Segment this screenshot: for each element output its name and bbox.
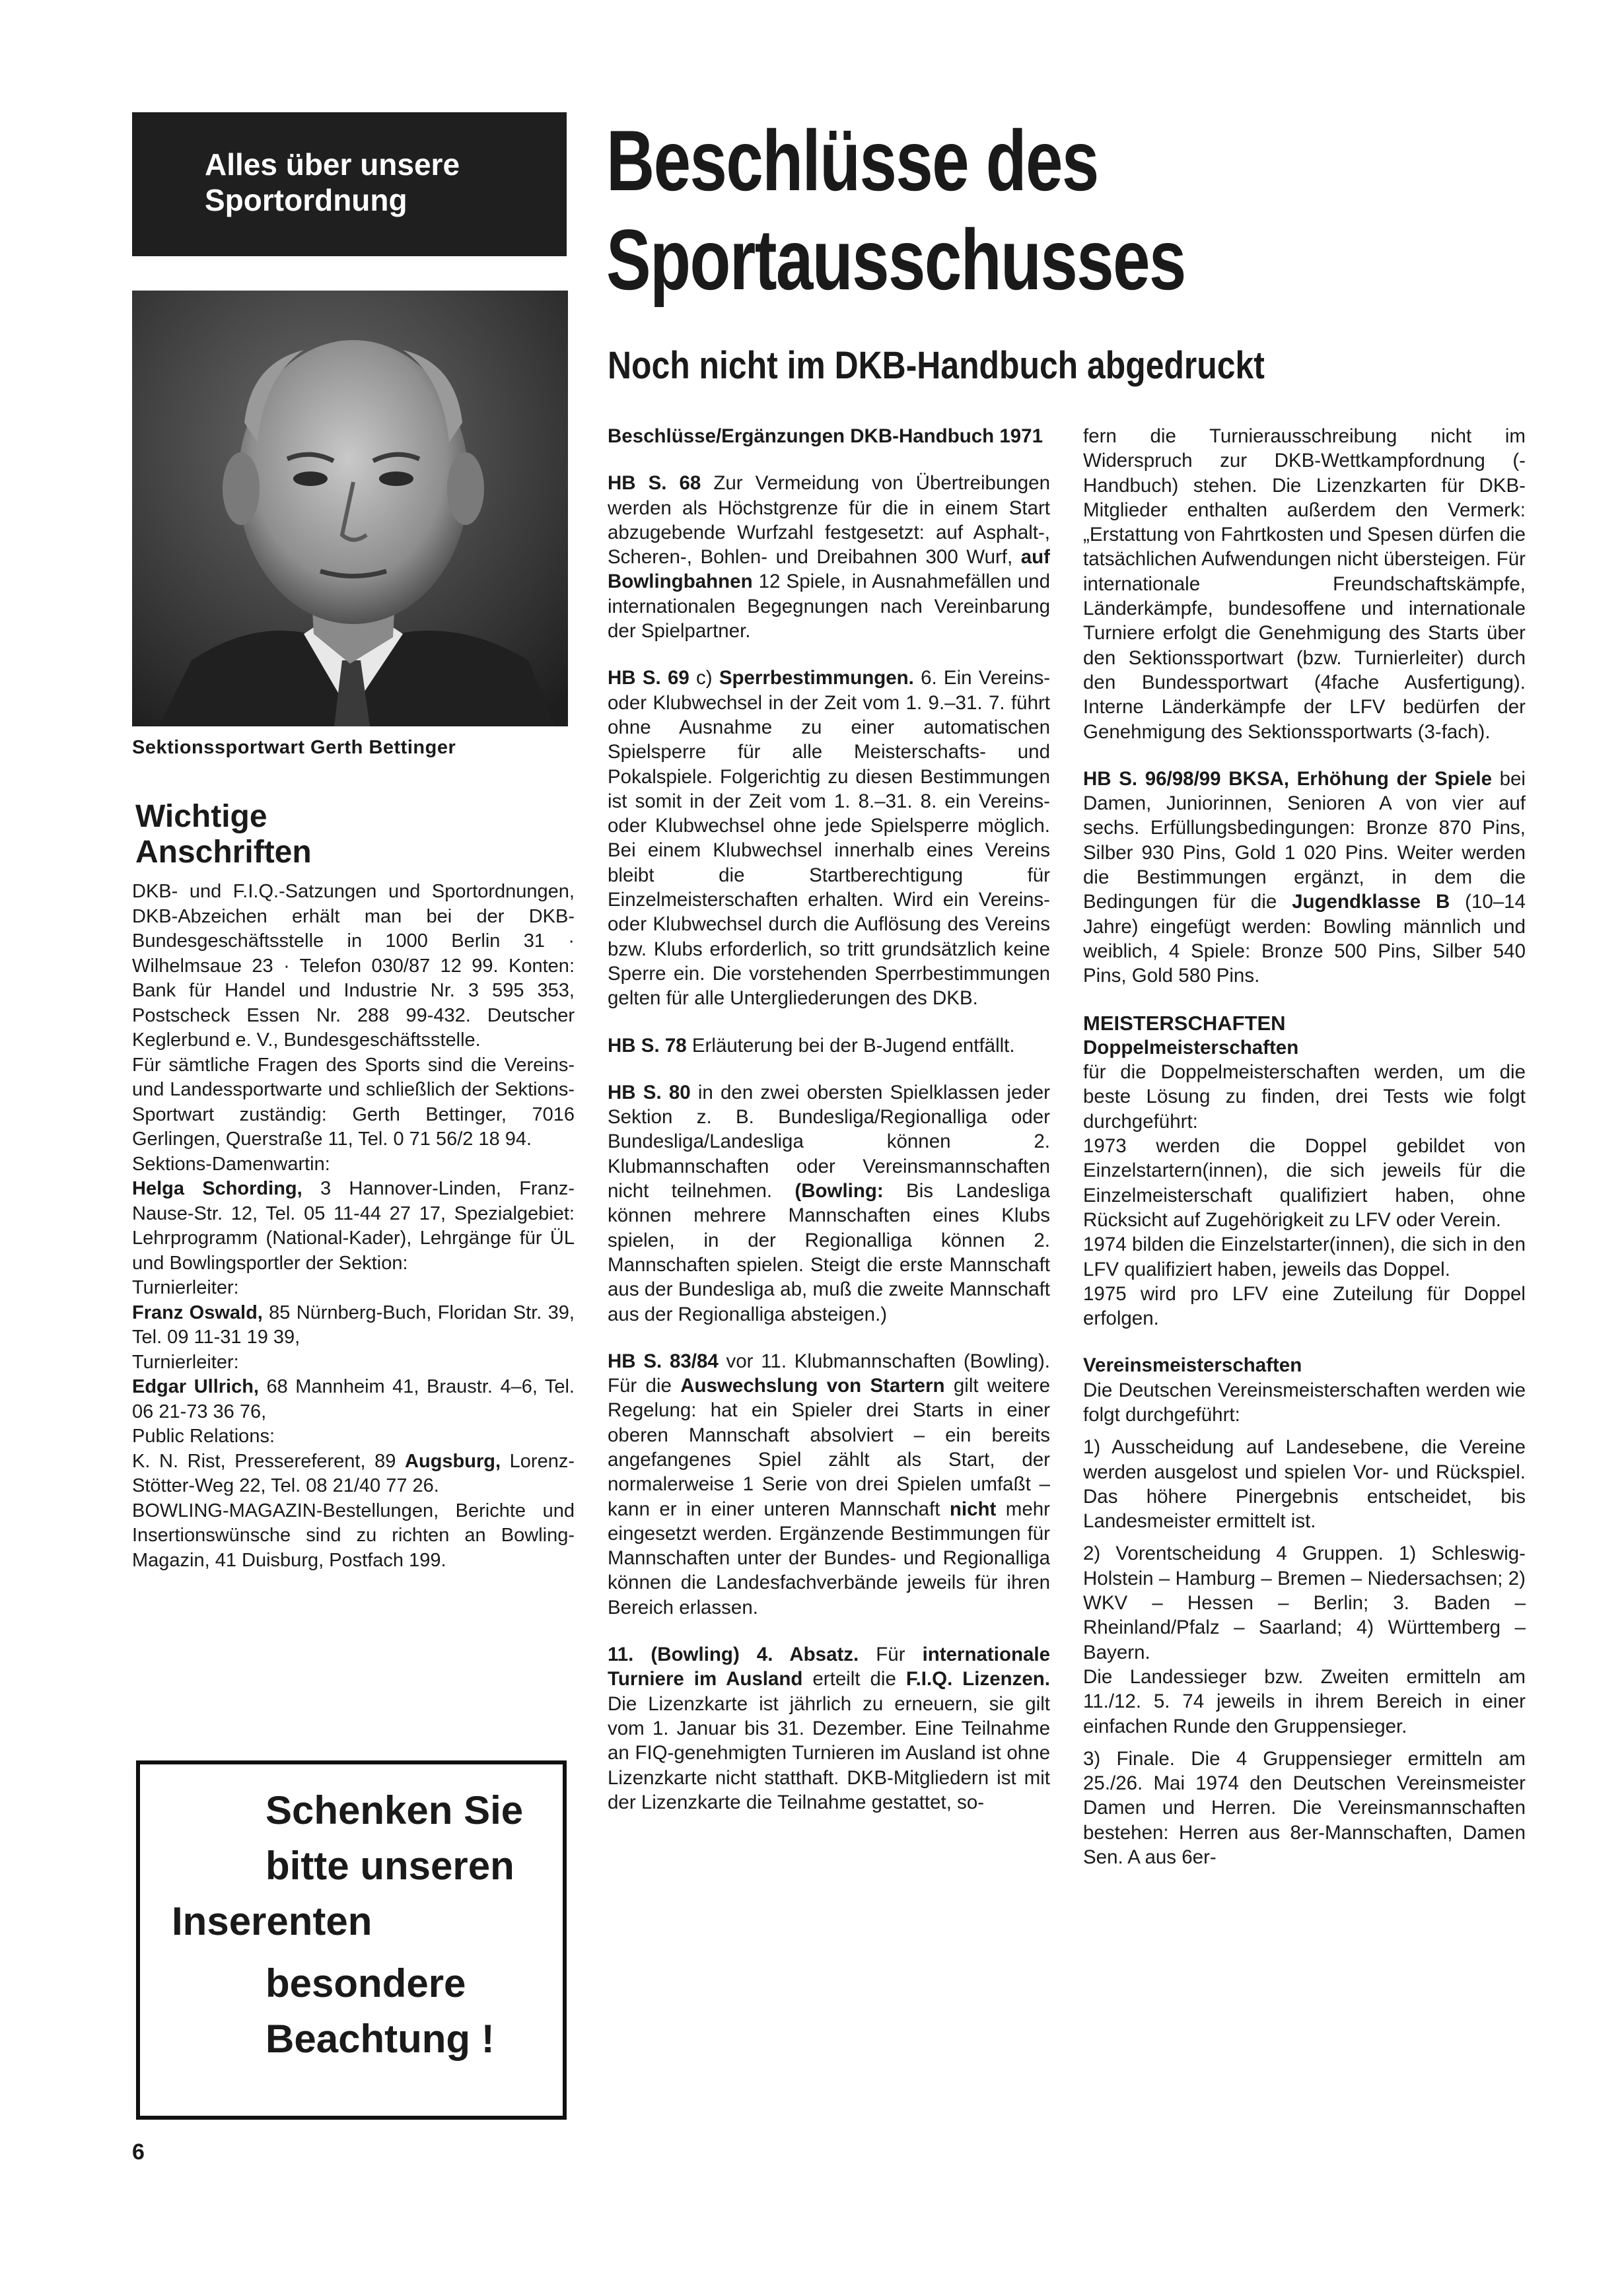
- addresses-paragraph: DKB- und F.I.Q.-Satzungen und Sportordnungen, DKB-Abzeichen erhält man bei der DKB-Bundesgeschäftsstelle in 1000 Berlin 31 · Wilhelmsaue 23 · Telefon 030/87 12 99. Konten: Bank für Handel und Industrie Nr. 3 595 353, Postscheck Essen Nr. 288 99-432. Deutscher Keglerbund e. V., Bundesgeschäftsstelle.: [132, 881, 575, 1051]
- body-paragraph: 1975 wird pro LFV eine Zuteilung für Doppel erfolgen.: [1083, 1282, 1526, 1330]
- body-paragraph: 1973 werden die Doppel gebildet von Einzelstartern(innen), die sich jeweils für die Einzelmeisterschaft qualifiziert haben, ohne Rücksicht auf Zugehörigkeit zu LFV oder Verein.: [1083, 1135, 1526, 1231]
- portrait-photo: [132, 291, 568, 726]
- rule-emphasis: Auswechslung von Startern: [680, 1375, 945, 1397]
- rule-ref: HB S. 83/84: [608, 1350, 719, 1372]
- rule-ref: HB S. 80: [608, 1081, 691, 1103]
- headline-line1: Beschlüsse des: [606, 112, 1098, 209]
- contact-details: 85 Nürnberg-Buch, Floridan Str. 39, Tel. 09 11-31 19 39,: [132, 1302, 575, 1348]
- rule-text: Erläuterung bei der B-Jugend entfällt.: [686, 1034, 1015, 1057]
- contact-city: Augsburg,: [405, 1450, 501, 1472]
- addresses-entry: [132, 1449, 575, 1499]
- advertisement-box: [136, 1760, 567, 2120]
- rule-text: vor 11. Klubmannschaften (Bowling). Für die: [608, 1350, 1050, 1397]
- body-paragraph: 3) Finale. Die 4 Gruppensieger ermitteln am 25./26. Mai 1974 den Deutschen Vereinsmeister Damen und Herren. Die Vereinsmannschaften bestehen: Herren aus 8er-Mannschaften, Damen Sen. A aus 6er-: [1083, 1747, 1526, 1869]
- rule-text: in den zwei obersten Spielklassen jeder Sektion z. B. Bundesliga/Regionalliga oder Bundesliga/Landesliga können 2. Klubmannschaften oder Vereinsmannschaften nicht teilnehmen.: [608, 1081, 1051, 1202]
- headline-line2: Sportausschusses: [606, 211, 1185, 308]
- rule-paragraph: [608, 666, 1050, 1010]
- contact-details: 3 Hannover-Linden, Franz-Nause-Str. 12, Tel. 05 11-44 27 17, Spezialgebiet: Lehrprogramm (National-Kader), Lehrgänge für ÜL und Bowlingsportler der Sektion:: [132, 1178, 575, 1274]
- contact-name: Edgar Ullrich,: [132, 1376, 259, 1397]
- rule-ref: 11. (Bowling) 4. Absatz.: [608, 1644, 859, 1666]
- ad-line: Inserenten: [172, 1899, 372, 1943]
- rule-text: gilt weitere Regelung: hat ein Spieler drei Starts in einer oberen Mannschaft absolviert – ein bereits angefangenes Spiel zählt als Start, der normalerweise 1 Serie von drei Spielen umfaßt – kann er in einer unteren Mannschaft: [608, 1375, 1050, 1520]
- body-paragraph: 1974 bilden die Einzelstarter(innen), die sich in den LFV qualifiziert haben, jeweils das Doppel.: [1083, 1234, 1526, 1280]
- article-headline: [606, 111, 1276, 309]
- subsection-heading: Doppelmeisterschaften: [1083, 1036, 1299, 1059]
- article-subheadline: Noch nicht im DKB-Handbuch abgedruckt: [608, 344, 1265, 387]
- rule-paragraph: fern die Turnierausschreibung nicht im Widerspruch zur DKB-Wettkampfordnung (-Handbuch) stehen. Die Lizenzkarten für DKB-Mitglieder enthalten außerdem den Vermerk: „Erstattung von Fahrtkosten und Spesen dürfen die tatsächlichen Aufwendungen nicht übersteigen. Für internationale Freundschaftskämpfe, Länderkämpfe, bundesoffene und internationale Turniere erfolgt die Genehmigung des Starts über den Sektionssportwart (bzw. Turnierleiter) durch den Bundessportwart (4fache Ausfertigung). Interne Länderkämpfe der LFV bedürfen der Genehmigung des Sektionssportwarts (3-fach).: [1083, 425, 1526, 743]
- rule-text: Die Lizenzkarte ist jährlich zu erneuern, sie gilt vom 1. Januar bis 31. Dezember. Eine Teilnahme an FIQ-genehmigten Turnieren im Ausland ist ohne Lizenzkarte nicht statthaft. DKB-Mitgliedern ist mit der Lizenzkarte die Teilnahme gestattet, so-: [608, 1692, 1050, 1813]
- rule-text: mehr eingesetzt werden. Ergänzende Bestimmungen für Mannschaften unter der Bundes- und Regionalliga können die Landesfachverbände jeweils für ihren Bereich erlassen.: [608, 1498, 1050, 1618]
- rule-text: erteilt die: [802, 1668, 906, 1690]
- rule-emphasis: auf Bowlingbahnen: [608, 546, 1050, 593]
- subsection-heading: Vereinsmeisterschaften: [1083, 1354, 1302, 1377]
- body-paragraph: Die Landessieger bzw. Zweiten ermitteln am 11./12. 5. 74 jeweils in ihrem Bereich in einer einfachen Runde den Gruppensieger.: [1083, 1665, 1526, 1737]
- rule-text: c): [689, 667, 719, 689]
- addresses-body: [132, 880, 575, 1573]
- contact-name: Franz Oswald,: [132, 1302, 263, 1323]
- article-intro: Beschlüsse/Ergänzungen DKB-Handbuch 1971: [608, 425, 1043, 447]
- article-column-1: [608, 424, 1050, 1815]
- ad-line: Beachtung !: [265, 2017, 495, 2061]
- rule-text: Zur Vermeidung von Übertreibungen werden als Höchstgrenze für die in einem Start abzugebende Wurfzahl festgesetzt: auf Asphalt-, Scheren-, Bohlen- und Dreibahnen 300 Wurf,: [608, 472, 1050, 569]
- addresses-paragraph: BOWLING-MAGAZIN-Bestellungen, Berichte und Insertionswünsche sind zu richten an Bowling-Magazin, 41 Duisburg, Postfach 199.: [132, 1500, 575, 1571]
- addresses-label: Sektions-Damenwartin:: [132, 1153, 330, 1175]
- rule-text: Für: [859, 1644, 923, 1666]
- rule-emphasis: internationale Turniere im Ausland: [608, 1644, 1050, 1690]
- rule-text: 6. Ein Vereins- oder Klubwechsel in der Zeit vom 1. 9.–31. 7. führt ohne Ausnahme zu einer automatischen Spielsperre für alle Meisterschafts- und Pokalspiele. Folgerichtig zu diesen Bestimmungen ist somit in der Zeit vom 1. 8.–31. 8. ein Vereins- oder Klubwechsel ohne jede Spielsperre möglich. Bei einem Klubwechsel innerhalb eines Vereins bleibt die Startberechtigung für Einzelmeisterschaften erhalten. Wird ein Vereins- oder Klubwechsel durch die Auflösung des Vereins bzw. Klubs erforderlich, so tritt grundsätzlich keine Sperre ein. Die vorstehenden Sperrbestimmungen gelten für alle Untergliederungen des DKB.: [608, 667, 1051, 1010]
- addresses-entry: [132, 1375, 575, 1424]
- ad-line: besondere: [265, 1961, 466, 2005]
- contact-details: Lorenz-Stötter-Weg 22, Tel. 08 21/40 77 26.: [132, 1450, 575, 1496]
- rule-text: (10–14 Jahre) eingefügt werden: Bowling männlich und weiblich, 4 Spiele: Bronze 500 Pins, Silber 540 Pins, Gold 580 Pins.: [1083, 891, 1526, 987]
- body-paragraph: 2) Vorentscheidung 4 Gruppen. 1) Schleswig-Holstein – Hamburg – Bremen – Niedersachsen; 2) WKV – Hessen – Berlin; 3. Baden – Rheinland/Pfalz – Saarland; 4) Württemberg – Bayern.: [1083, 1543, 1526, 1663]
- rule-emphasis: nicht: [949, 1498, 997, 1520]
- section-heading: MEISTERSCHAFTEN: [1083, 1011, 1286, 1035]
- contact-details: K. N. Rist, Pressereferent, 89: [132, 1450, 406, 1472]
- section-tag-line1: Alles über unsere: [205, 147, 460, 182]
- article-column-2: [1083, 424, 1526, 1869]
- addresses-heading: [135, 799, 558, 870]
- rule-paragraph: [608, 1033, 1050, 1058]
- addresses-entry: [132, 1177, 575, 1276]
- ad-line: Schenken Sie: [265, 1788, 524, 1832]
- addresses-heading-line2: Anschriften: [135, 835, 312, 870]
- rule-emphasis: Sperrbestimmungen.: [719, 667, 914, 689]
- portrait-illustration: [132, 291, 568, 726]
- contact-details: 68 Mannheim 41, Braustr. 4–6, Tel. 06 21-73 36 76,: [132, 1376, 575, 1422]
- addresses-label: Public Relations:: [132, 1426, 275, 1447]
- rule-ref: HB S. 69: [608, 667, 689, 689]
- rule-paragraph: [608, 471, 1050, 643]
- rule-paragraph: [608, 1080, 1050, 1327]
- body-paragraph: 1) Ausscheidung auf Landesebene, die Vereine werden ausgelost und spielen Vor- und Rückspiel. Das höhere Pinergebnis entscheidet, bis Landesmeister ermittelt ist.: [1083, 1436, 1526, 1533]
- photo-caption: Sektionssportwart Gerth Bettinger: [132, 737, 456, 758]
- section-tag: [132, 112, 567, 256]
- rule-ref: HB S. 68: [608, 472, 701, 495]
- rule-paragraph: [1083, 767, 1526, 989]
- body-paragraph: Die Deutschen Vereinsmeisterschaften werden wie folgt durchgeführt:: [1083, 1379, 1526, 1426]
- contact-name: Helga Schording,: [132, 1178, 302, 1199]
- rule-paragraph: [608, 1642, 1050, 1815]
- rule-text: bei Damen, Juniorinnen, Senioren A von vier auf sechs. Erfüllungsbedingungen: Bronze 870 Pins, Silber 930 Pins, Gold 1 020 Pins. Weiter werden die Bestimmungen ergänzt, in dem die Bedingungen für die: [1083, 767, 1526, 913]
- addresses-label: Turnierleiter:: [132, 1351, 239, 1373]
- addresses-paragraph: Für sämtliche Fragen des Sports sind die Vereins- und Landessportwarte und schließlich der Sektions-Sportwart zuständig: Gerth Bettinger, 7016 Gerlingen, Querstraße 11, Tel. 0 71 56/2 18 94.: [132, 1054, 575, 1150]
- rule-ref: HB S. 96/98/99 BKSA, Erhöhung der Spiele: [1083, 767, 1492, 790]
- section-tag-line2: Sportordnung: [205, 183, 407, 217]
- rule-text: 12 Spiele, in Ausnahmefällen und internationalen Begegnungen nach Vereinbarung der Spielpartner.: [608, 571, 1050, 643]
- body-paragraph: für die Doppelmeisterschaften werden, um die beste Lösung zu finden, drei Tests wie folgt durchgeführt:: [1083, 1061, 1526, 1132]
- page-number: 6: [132, 2139, 145, 2165]
- rule-emphasis: F.I.Q. Lizenzen.: [905, 1668, 1051, 1690]
- ad-line: bitte unseren: [265, 1844, 514, 1888]
- addresses-label: Turnierleiter:: [132, 1277, 239, 1298]
- addresses-entry: [132, 1301, 575, 1350]
- rule-emphasis: Jugendklasse B: [1292, 891, 1450, 913]
- rule-paragraph: [608, 1349, 1050, 1620]
- rule-emphasis: (Bowling:: [794, 1180, 884, 1202]
- rule-text: Bis Landesliga können mehrere Mannschaften eines Klubs spielen, in der Regionalliga können 2. Mannschaften spielen. Steigt die erste Mannschaft aus der Bundesliga ab, muß die zweite Mannschaft aus der Regionalliga absteigen.): [608, 1180, 1050, 1325]
- rule-ref: HB S. 78: [608, 1034, 687, 1057]
- addresses-heading-line1: Wichtige: [135, 799, 267, 834]
